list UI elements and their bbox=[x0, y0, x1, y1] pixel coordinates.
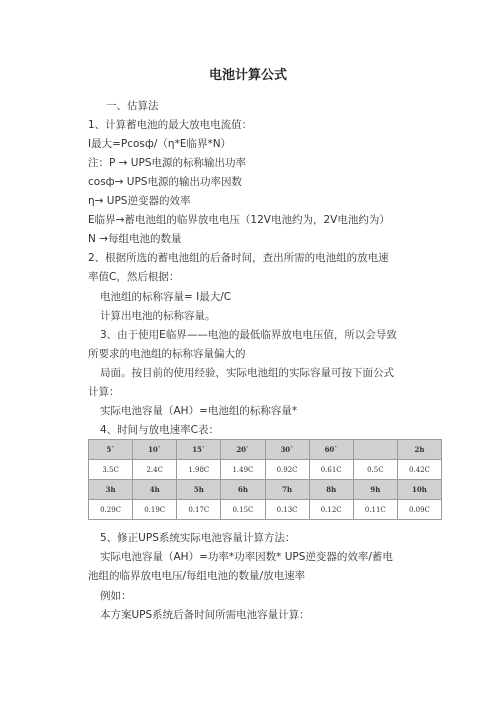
table-header-cell: 4h bbox=[133, 480, 177, 500]
step-3-text-line1: 3、由于使用E临界——电池的最低临界放电电压值，所以会导致 bbox=[100, 329, 397, 341]
step-3-text-line3: 局面。按目前的使用经验，实际电池组的实际容量可按下面公式 bbox=[100, 367, 394, 379]
table-header-cell: 6h bbox=[221, 480, 265, 500]
table-cell: 0.92C bbox=[265, 460, 309, 480]
table-header-cell bbox=[353, 440, 397, 460]
table-header-cell: 8h bbox=[309, 480, 353, 500]
table-header-cell: 5` bbox=[89, 440, 133, 460]
step-5-heading: 5、修正UPS系统实际电池容量计算方法： bbox=[100, 532, 296, 544]
note-e-critical: E临界→蓄电池组的临界放电电压（12V电池约为，2V电池约为） bbox=[88, 214, 390, 226]
table-header-cell: 5h bbox=[177, 480, 221, 500]
table-row bbox=[89, 500, 442, 520]
table-cell: 2.4C bbox=[133, 460, 177, 480]
table-header-cell: 9h bbox=[353, 480, 397, 500]
step-4-heading: 4、时间与放电速率C表： bbox=[100, 424, 220, 436]
section-heading-estimation: 一、估算法 bbox=[106, 100, 159, 112]
note-cos: cosф→ UPS电源的输出功率因数 bbox=[88, 176, 242, 188]
example-text: 本方案UPS系统后备时间所需电池容量计算： bbox=[100, 609, 310, 621]
table-row bbox=[89, 480, 442, 500]
note-n: N →每组电池的数量 bbox=[88, 233, 182, 245]
formula-corrected-line1: 实际电池容量（AH）=功率*功率因数* UPS逆变器的效率/蓄电 bbox=[100, 551, 393, 563]
table-header-cell: 2h bbox=[397, 440, 441, 460]
table-cell: 1.49C bbox=[221, 460, 265, 480]
formula-corrected-line2: 池组的临界放电电压/每组电池的数量/放电速率 bbox=[88, 570, 306, 582]
table-cell: 0.17C bbox=[177, 500, 221, 520]
note-eta: η→ UPS逆变器的效率 bbox=[88, 195, 191, 207]
table-header-cell: 3h bbox=[89, 480, 133, 500]
table-cell: 3.5C bbox=[89, 460, 133, 480]
table-header-cell: 60` bbox=[309, 440, 353, 460]
step-3-text-line4: 计算： bbox=[88, 386, 120, 398]
nominal-capacity-note: 计算出电池的标称容量。 bbox=[100, 310, 216, 322]
example-label: 例如： bbox=[100, 590, 132, 602]
table-cell: 1.98C bbox=[177, 460, 221, 480]
table-cell: 0.19C bbox=[133, 500, 177, 520]
step-2-text-line2: 率值C，然后根据： bbox=[88, 271, 180, 283]
table-header-cell: 10` bbox=[133, 440, 177, 460]
table-cell: 0.42C bbox=[397, 460, 441, 480]
discharge-rate-table bbox=[88, 439, 442, 520]
table-cell: 0.15C bbox=[221, 500, 265, 520]
step-2-text-line1: 2、根据所选的蓄电池组的后备时间，查出所需的电池组的放电速 bbox=[88, 252, 389, 264]
document-title: 电池计算公式 bbox=[208, 68, 287, 83]
note-p: 注：P → UPS电源的标称输出功率 bbox=[88, 157, 246, 169]
formula-actual-capacity: 实际电池容量（AH）=电池组的标称容量* bbox=[100, 405, 298, 417]
table-header-cell: 20` bbox=[221, 440, 265, 460]
step-3-text-line2: 所要求的电池组的标称容量偏大的 bbox=[88, 348, 246, 360]
table-cell: 0.61C bbox=[309, 460, 353, 480]
formula-max-current: I最大=Pcosф/（η*E临界*N） bbox=[88, 138, 232, 150]
table-cell: 0.12C bbox=[309, 500, 353, 520]
table-header-cell: 10h bbox=[397, 480, 441, 500]
table-row bbox=[89, 440, 442, 460]
step-1-heading: 1、计算蓄电池的最大放电电流值： bbox=[88, 119, 253, 131]
formula-nominal-capacity: 电池组的标称容量= I最大/C bbox=[100, 291, 232, 303]
table-cell: 0.09C bbox=[397, 500, 441, 520]
table-header-cell: 7h bbox=[265, 480, 309, 500]
table-cell: 0.29C bbox=[89, 500, 133, 520]
table-header-cell: 30` bbox=[265, 440, 309, 460]
table-cell: 0.5C bbox=[353, 460, 397, 480]
table-cell: 0.11C bbox=[353, 500, 397, 520]
table-row bbox=[89, 460, 442, 480]
table-cell: 0.13C bbox=[265, 500, 309, 520]
table-header-cell: 15` bbox=[177, 440, 221, 460]
